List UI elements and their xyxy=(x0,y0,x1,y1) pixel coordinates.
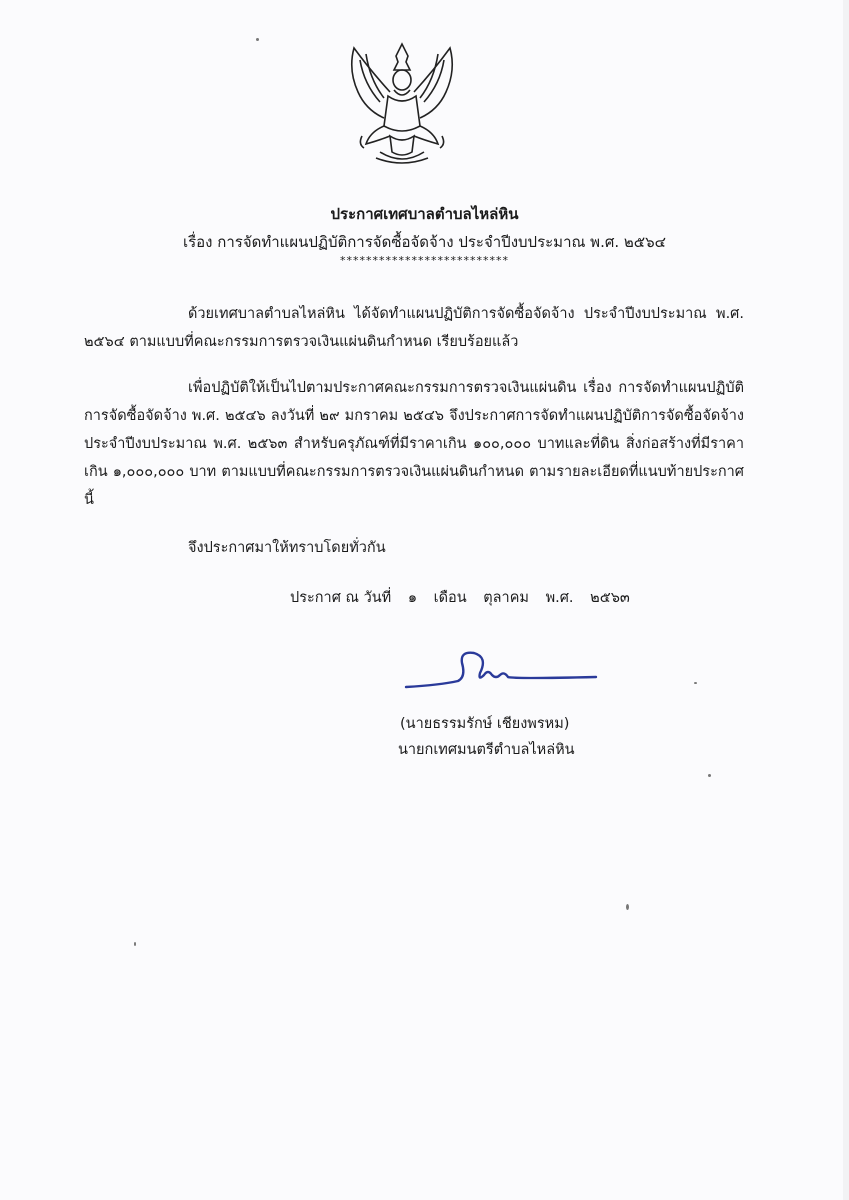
date-announced-label: ประกาศ ณ วันที่ xyxy=(290,590,392,606)
announcement-date xyxy=(290,586,642,609)
signature-icon xyxy=(400,645,600,695)
paper-speck xyxy=(694,682,697,684)
date-year: ๒๕๖๓ xyxy=(590,590,630,606)
paper-speck xyxy=(256,38,259,41)
paragraph-intro: ด้วยเทศบาลตำบลไหล่หิน ได้จัดทำแผนปฏิบัติการจัดซื้อจัดจ้าง ประจำปีงบประมาณ พ.ศ. ๒๕๖๔ ตามแบบที่คณะกรรมการตรวจเงินแผ่นดินกำหนด เรียบร้อยแล้ว xyxy=(84,306,744,350)
announcement-title: ประกาศเทศบาลตำบลไหล่หิน xyxy=(330,205,519,223)
date-day: ๑ xyxy=(407,590,418,606)
paragraph-body: เพื่อปฏิบัติให้เป็นไปตามประกาศคณะกรรมการตรวจเงินแผ่นดิน เรื่อง การจัดทำแผนปฏิบัติการจัดซื้อจัดจ้าง พ.ศ. ๒๕๔๖ ลงวันที่ ๒๙ มกราคม ๒๕๔๖ จึงประกาศการจัดทำแผนปฏิบัติการจัดซื้อจัดจ้าง ประจำปีงบประมาณ พ.ศ. ๒๕๖๓ สำหรับครุภัณฑ์ที่มีราคาเกิน ๑๐๐,๐๐๐ บาทและที่ดิน สิ่งก่อสร้างที่มีราคาเกิน ๑,๐๐๐,๐๐๐ บาท ตามแบบที่คณะกรรมการตรวจเงินแผ่นดินกำหนด ตามรายละเอียดที่แนบท้ายประกาศนี้ xyxy=(84,380,744,508)
paragraph-closing: จึงประกาศมาให้ทราบโดยทั่วกัน xyxy=(188,540,386,556)
date-year-label: พ.ศ. xyxy=(545,590,574,606)
signer-name: (นายธรรมรักษ์ เชียงพรหม) xyxy=(400,716,570,732)
date-month-label: เดือน xyxy=(433,590,467,606)
paper-speck xyxy=(708,774,711,777)
separator-line: ************************** xyxy=(340,254,509,267)
paper-speck xyxy=(626,904,629,910)
signer-position: นายกเทศมนตรีตำบลไหล่หิน xyxy=(398,742,575,758)
garuda-emblem-icon xyxy=(340,40,464,166)
date-month: ตุลาคม xyxy=(483,590,529,606)
paper-speck xyxy=(134,942,136,946)
announcement-subject: เรื่อง การจัดทำแผนปฏิบัติการจัดซื้อจัดจ้าง ประจำปีงบประมาณ พ.ศ. ๒๕๖๔ xyxy=(182,233,667,251)
